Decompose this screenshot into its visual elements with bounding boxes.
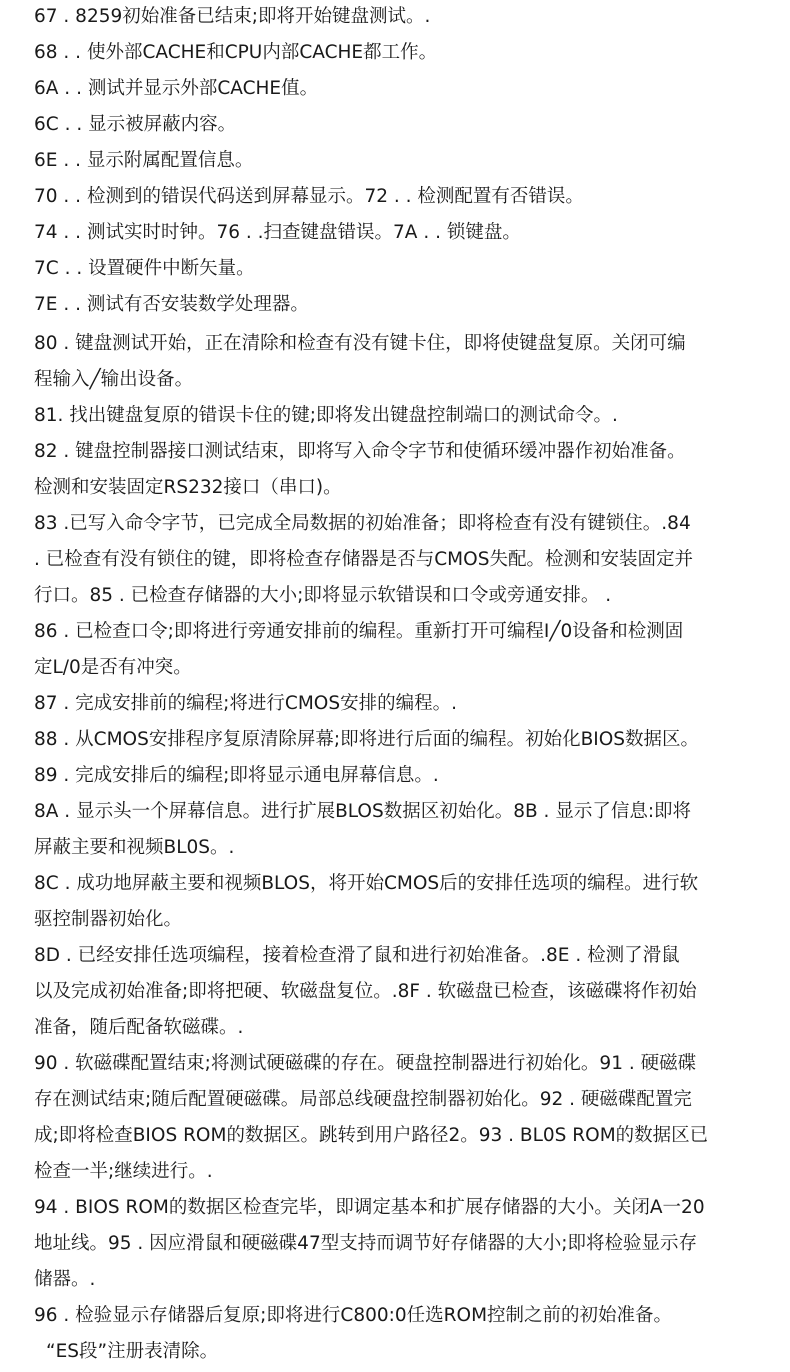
- text-line: 80 . 键盘测试开始，正在清除和检查有没有键卡住，即将使键盘复原。关闭可编: [34, 333, 686, 354]
- text-line: 7C . . 设置硬件中断矢量。: [34, 258, 255, 279]
- text-line: 88 . 从CMOS安排程序复原清除屏幕;即将进行后面的编程。初始化BIOS数据区。: [34, 729, 700, 750]
- text-line: 检测和安装固定RS232接口（串口)。: [34, 477, 342, 498]
- text-line: “ES段”注册表清除。: [46, 1341, 219, 1362]
- text-line: 87 . 完成安排前的编程;将进行CMOS安排的编程。.: [34, 693, 457, 714]
- text-line: 8D . 已经安排任选项编程，接着检查滑了鼠和进行初始准备。.8E . 检测了滑鼠: [34, 945, 680, 966]
- text-line: 准备，随后配备软磁碟。.: [34, 1017, 244, 1038]
- text-line: 83 .已写入命令字节，已完成全局数据的初始准备；即将检查有没有键锁住。.84: [34, 513, 691, 534]
- text-line: 8A . 显示头一个屏幕信息。进行扩展BLOS数据区初始化。8B . 显示了信息:即将: [34, 801, 692, 822]
- text-line: 89 . 完成安排后的编程;即将显示通电屏幕信息。.: [34, 765, 439, 786]
- text-line: 67 . 8259初始准备已结束;即将开始键盘测试。.: [34, 6, 431, 27]
- text-line: 86 . 已检查口令;即将进行旁通安排前的编程。重新打开可编程I╱0设备和检测固: [34, 621, 684, 642]
- text-line: 82 . 键盘控制器接口测试结束，即将写入命令字节和使循环缓冲器作初始准备。: [34, 441, 686, 462]
- text-line: 6C . . 显示被屏蔽内容。: [34, 114, 237, 135]
- text-line: 定L/0是否有冲突。: [34, 657, 192, 678]
- text-line: 81. 找出键盘复原的错误卡住的键;即将发出键盘控制端口的测试命令。.: [34, 405, 618, 426]
- text-line: . 已检查有没有锁住的键，即将检查存储器是否与CMOS失配。检测和安装固定并: [34, 549, 693, 570]
- text-line: 储器。.: [34, 1269, 96, 1290]
- text-line: 7E . . 测试有否安装数学处理器。: [34, 294, 309, 315]
- text-line: 94 . BIOS ROM的数据区检查完毕，即调定基本和扩展存储器的大小。关闭A一20: [34, 1197, 705, 1218]
- text-line: 成;即将检查BIOS ROM的数据区。跳转到用户路径2。93 . BL0S ROM的数据区已: [34, 1125, 709, 1146]
- text-line: 行口。85 . 已检查存储器的大小;即将显示软错误和口令或旁通安排。 .: [34, 585, 612, 606]
- text-line: 68 . . 使外部CACHE和CPU内部CACHE都工作。: [34, 42, 438, 63]
- text-line: 90 . 软磁碟配置结束;将测试硬磁碟的存在。硬盘控制器进行初始化。91 . 硬磁碟: [34, 1053, 697, 1074]
- text-line: 程输入╱输出设备。: [34, 369, 194, 390]
- text-line: 存在测试结束;随后配置硬磁碟。局部总线硬盘控制器初始化。92 . 硬磁碟配置完: [34, 1089, 692, 1110]
- text-line: 8C . 成功地屏蔽主要和视频BLOS，将开始CMOS后的安排任选项的编程。进行软: [34, 873, 699, 894]
- text-line: 74 . . 测试实时时钟。76 . .扫查键盘错误。7A . . 锁键盘。: [34, 222, 521, 243]
- text-line: 检查一半;继续进行。.: [34, 1161, 213, 1182]
- text-line: 驱控制器初始化。: [34, 909, 183, 930]
- text-line: 6E . . 显示附属配置信息。: [34, 150, 254, 171]
- text-line: 96 . 检验显示存储器后复原;即将进行C800:0任选ROM控制之前的初始准备。: [34, 1305, 673, 1326]
- text-line: 6A . . 测试并显示外部CACHE值。: [34, 78, 319, 99]
- text-line: 以及完成初始准备;即将把硬、软磁盘复位。.8F . 软磁盘已检查，该磁碟将作初始: [34, 981, 697, 1002]
- text-line: 地址线。95 . 因应滑鼠和硬磁碟47型支持而调节好存储器的大小;即将检验显示存: [34, 1233, 697, 1254]
- text-line: 70 . . 检测到的错误代码送到屏幕显示。72 . . 检测配置有否错误。: [34, 186, 584, 207]
- document-body: [34, 0, 764, 1370]
- text-line: 屏蔽主要和视频BL0S。.: [34, 837, 235, 858]
